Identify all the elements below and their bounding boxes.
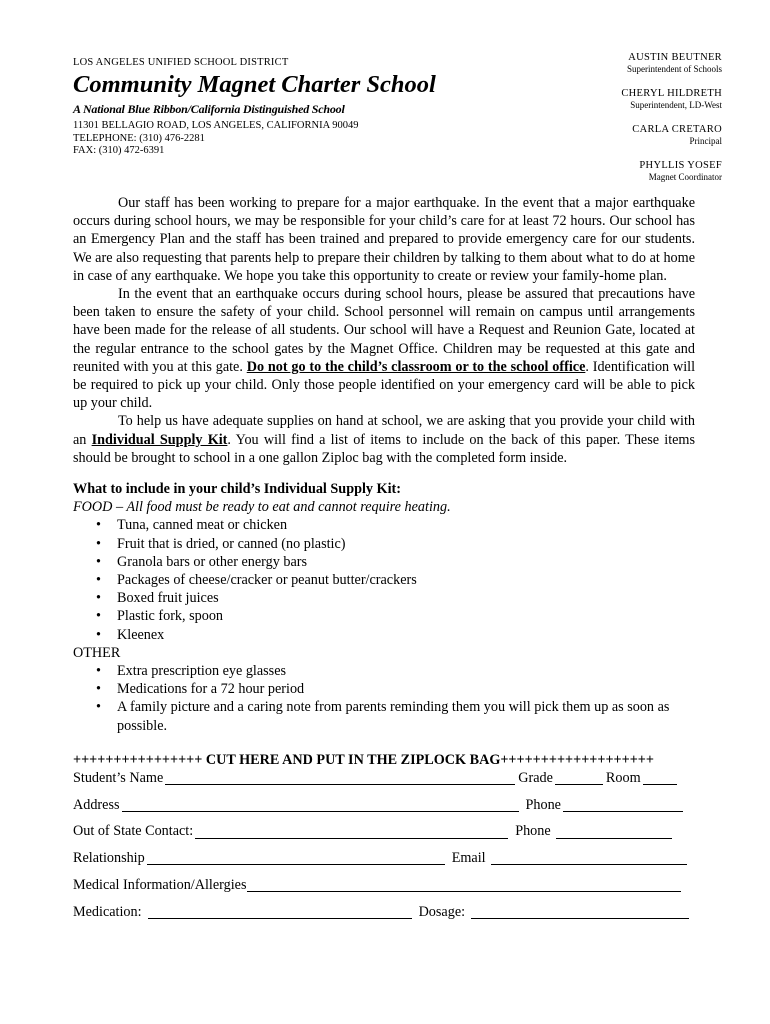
staff-entry: [522, 88, 722, 111]
student-name-label: Student’s Name: [73, 770, 164, 787]
list-item: • Granola bars or other energy bars: [117, 553, 695, 571]
form-row-student: [73, 769, 695, 787]
staff-title: Superintendent of Schools: [627, 64, 722, 74]
school-tagline: A National Blue Ribbon/California Distinguished School: [73, 102, 345, 116]
staff-name: PHYLLIS YOSEF: [639, 160, 722, 171]
relationship-label: Relationship: [73, 850, 145, 867]
staff-list: [522, 52, 722, 189]
relationship-field[interactable]: [147, 850, 445, 865]
list-item: • Plastic fork, spoon: [117, 607, 695, 625]
list-item: • Boxed fruit juices: [117, 589, 695, 607]
kit-title: What to include in your child’s Individual Supply Kit:: [73, 481, 401, 498]
letterhead: [73, 56, 543, 158]
list-item: • Fruit that is dried, or canned (no plastic): [117, 535, 695, 553]
food-heading: FOOD – All food must be ready to eat and cannot require heating.: [73, 499, 451, 516]
address-field[interactable]: [122, 797, 519, 812]
staff-name: CHERYL HILDRETH: [621, 88, 722, 99]
medication-label: Medication:: [73, 903, 142, 920]
supply-kit-text: Individual Supply Kit: [91, 431, 228, 448]
form-row-relationship: [73, 849, 695, 867]
other-heading: OTHER: [73, 644, 121, 661]
paragraph-safety: [73, 285, 695, 412]
phone-label: Phone: [525, 796, 561, 813]
letter-body: [73, 194, 695, 921]
staff-entry: [522, 124, 722, 147]
list-item: • Tuna, canned meat or chicken: [117, 516, 695, 534]
staff-title: Superintendent, LD-West: [630, 100, 722, 110]
room-label: Room: [605, 770, 641, 787]
list-item: • Medications for a 72 hour period: [117, 680, 695, 698]
supplies-text-end: . You will find a list of items to include on the back of this paper. These items should be brought to school in a one gallon Ziploc bag with the completed form inside.: [73, 431, 695, 466]
food-list: [73, 516, 695, 643]
safety-text: In the event that an earthquake occurs during school hours, please be assured that precautions have been taken to ensure the safety of your child. School personnel will remain on campus until arrangements have been made for the release of all students. Our school will have a Request and Reunion Gate, located at the regular entrance to the school gates by the Magnet Office. Children may be requested at this gate and reunited with you at this gate.: [73, 286, 695, 375]
dosage-field[interactable]: [471, 904, 689, 919]
medical-label: Medical Information/Allergies: [73, 876, 247, 893]
phone-field[interactable]: [563, 797, 683, 812]
staff-title: Principal: [689, 136, 722, 146]
supplies-text: To help us have adequate supplies on hand at school, we are asking that you provide your child with an: [73, 413, 695, 448]
medical-field[interactable]: [247, 877, 681, 892]
school-fax: FAX: (310) 472-6391: [73, 145, 165, 156]
warning-text: Do not go to the child’s classroom or to the school office: [246, 358, 586, 375]
paragraph-supplies: [73, 412, 695, 467]
grade-label: Grade: [518, 770, 553, 787]
address-label: Address: [73, 796, 120, 813]
list-item: • Kleenex: [117, 626, 695, 644]
email-field[interactable]: [491, 850, 687, 865]
form-row-out-of-state: [73, 822, 695, 840]
phone-field[interactable]: [556, 824, 672, 839]
school-telephone: TELEPHONE: (310) 476-2281: [73, 132, 205, 144]
form-row-medication: [73, 903, 695, 921]
room-field[interactable]: [643, 770, 677, 785]
out-of-state-label: Out of State Contact:: [73, 823, 194, 840]
other-list: [73, 662, 695, 735]
list-item: • Packages of cheese/cracker or peanut butter/crackers: [117, 571, 695, 589]
dosage-label: Dosage:: [418, 903, 466, 920]
form-row-address: [73, 796, 695, 814]
grade-field[interactable]: [555, 770, 603, 785]
form-row-medical: [73, 876, 695, 894]
safety-text-end: . Identification will be required to pick up your child. Only those people identified on your emergency card will be able to pick up your child.: [73, 358, 696, 412]
phone-label: Phone: [515, 823, 551, 840]
staff-name: CARLA CRETARO: [632, 124, 722, 135]
staff-name: AUSTIN BEUTNER: [628, 52, 722, 63]
paragraph-intro: Our staff has been working to prepare for a major earthquake. In the event that a major earthquake occurs during school hours, we may be responsible for your child’s care for at least 72 hours. Our school has an Emergency Plan and the staff has been trained and prepared to provide emergency care for our students. We are also requesting that parents help to prepare their children by talking to them about what to do at home in case of any earthquake. We hope you take this opportunity to create or review your family-home plan.: [73, 195, 695, 284]
school-name: Community Magnet Charter School: [73, 71, 436, 98]
staff-entry: [522, 160, 722, 183]
email-label: Email: [451, 850, 486, 867]
student-name-field[interactable]: [165, 770, 515, 785]
district-name: LOS ANGELES UNIFIED SCHOOL DISTRICT: [73, 57, 289, 68]
medication-field[interactable]: [148, 904, 412, 919]
out-of-state-field[interactable]: [195, 824, 508, 839]
school-address: 11301 BELLAGIO ROAD, LOS ANGELES, CALIFORNIA 90049: [73, 120, 359, 131]
list-item: • A family picture and a caring note from parents reminding them you will pick them up as soon as possible.: [117, 698, 695, 734]
staff-title: Magnet Coordinator: [648, 172, 722, 182]
cut-line: ++++++++++++++++ CUT HERE AND PUT IN THE ZIPLOCK BAG+++++++++++++++++++: [73, 751, 654, 768]
staff-entry: [522, 52, 722, 75]
list-item: • Extra prescription eye glasses: [117, 662, 695, 680]
